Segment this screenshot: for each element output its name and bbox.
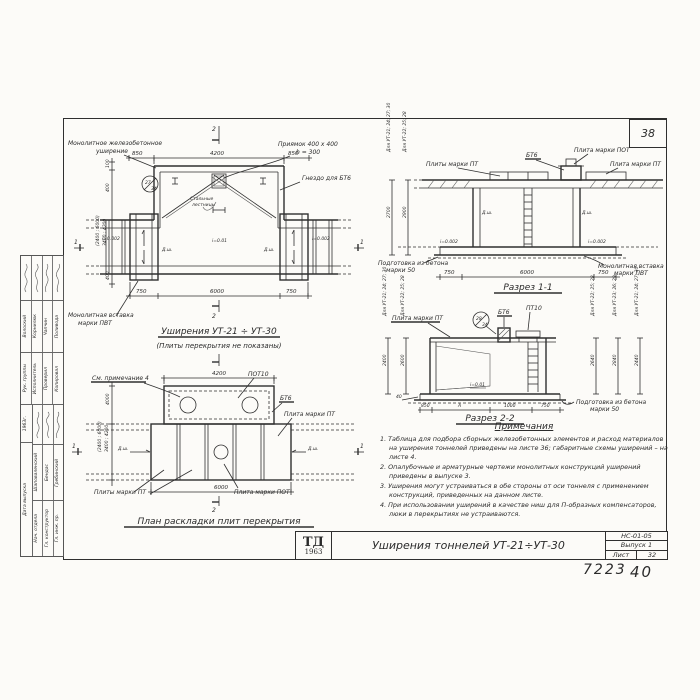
sheet-row <box>606 550 667 559</box>
plan-bottom-dimensions <box>126 282 312 299</box>
stamp-role: Исполнитель <box>33 362 39 395</box>
stamp-name: Гребинский <box>55 458 61 487</box>
dim-b3: 1000 <box>504 404 516 409</box>
stamp-role: Проверил <box>44 366 50 391</box>
section1-title-group <box>494 283 562 293</box>
label-pot-plate: Плита марки ПОТ <box>574 147 630 154</box>
plan-title: Уширения УТ-21 ÷ УТ-30 <box>161 327 277 337</box>
section-mark-label: 2 <box>212 313 216 320</box>
label-pt-plate: Плита марки ПТ <box>610 161 661 168</box>
dim-right-col2-label: Для УТ-23; 26; 29 <box>613 275 618 316</box>
label-pt-plates: Плиты марки ПТ <box>426 161 479 168</box>
label-slope-mid: i=0.01 <box>212 239 228 244</box>
stamp-role: Гл. конструктор <box>44 509 50 548</box>
title-block <box>295 531 668 560</box>
dim-col1-label: Для УТ-21; 24; 27; 30 <box>387 102 392 152</box>
section-mark-label: 1 <box>360 443 364 450</box>
stamp-roles-row <box>21 352 63 404</box>
section-mark-label: 1 <box>360 239 364 246</box>
dim-850-right: 850 <box>288 151 299 157</box>
section-mark-1-left <box>74 239 84 251</box>
dim-left-col2-value: 2600 <box>401 354 406 366</box>
dim-4000: 4000 <box>106 393 111 405</box>
dim-850-left: 850 <box>132 151 143 157</box>
layout-title-group <box>124 517 314 527</box>
label-dsh-right: Д.ш. <box>264 248 275 253</box>
section-mark-2-bottom <box>212 300 219 320</box>
dim-col2-label: Для УТ-22; 25; 28 <box>403 111 408 152</box>
dim-6000: 6000 <box>520 270 534 276</box>
section1-left-dim-columns <box>386 102 411 255</box>
stamp-name: Шаповаленский <box>34 453 40 492</box>
stamp-role: Гл. инж. пр. <box>55 514 61 543</box>
label-pt10: ПТ10 <box>526 305 542 312</box>
label-monolithic-insert: Монолитная вставка <box>68 312 134 319</box>
dim-left-col2-label: Для УТ-22; 25; 28 <box>401 275 406 316</box>
stamp-signatures-row-2 <box>33 404 63 444</box>
label-concrete-prep: Подготовка из бетона <box>576 399 647 406</box>
stamp-issue-date-label: Дата выпуска <box>23 483 29 516</box>
notes-title: Примечания <box>494 422 554 432</box>
signature-squiggle <box>42 405 52 444</box>
label-pt-plate: Плита марки ПТ <box>284 411 335 418</box>
section2-bottom-dimensions <box>418 403 564 413</box>
dim-col2-value: 2900 <box>403 206 408 218</box>
label-bt6: БТ6 <box>526 152 538 159</box>
widening-slab <box>164 386 274 424</box>
stamp-year-cell <box>21 404 33 442</box>
dim-left-col1-value: 2400 <box>383 354 388 366</box>
label-monolithic-insert-2: марки ПВТ <box>614 270 648 277</box>
dim-left-col1-label: Для УТ-21; 24; 27; 30 <box>383 266 388 316</box>
section-mark-label: 1 <box>72 443 76 450</box>
doc-code: НС-01-05 <box>621 532 652 541</box>
label-stairs-2: лестницы <box>192 203 216 208</box>
signature-squiggle <box>52 256 63 300</box>
label-see-note-4: См. примечание 4 <box>92 375 149 382</box>
label-dsh-left: Д.ш. <box>482 211 493 216</box>
dim-v3: 3400 ; 4200 <box>105 424 110 452</box>
left-stamp-strip <box>20 255 64 557</box>
section-mark-2-bottom <box>212 496 219 514</box>
dim-4200: 4200 <box>212 371 226 377</box>
plan-subtitle: (Плиты перекрытия не показаны) <box>156 342 282 350</box>
signature-squiggle <box>33 405 42 444</box>
signature-squiggle <box>21 256 31 300</box>
plan-drawing <box>66 118 372 354</box>
dim-v2: (2400 ; 6000) <box>98 421 103 452</box>
plan-title-group <box>156 327 281 350</box>
label-slope: i=0.01 <box>470 383 486 388</box>
stamp-role: Копировал <box>54 365 60 392</box>
plan-top-dimensions <box>126 151 312 164</box>
label-slope-right: i=0.002 <box>312 237 330 242</box>
node-reference-circle <box>473 312 496 334</box>
label-stairs: Стальные <box>190 197 214 202</box>
plan-left-dimensions <box>95 158 115 288</box>
label-monolithic-insert: Монолитная вставка <box>598 263 664 270</box>
label-bt6: БТ6 <box>280 395 292 402</box>
label-pot10: ПОТ10 <box>248 371 269 378</box>
stamp-role: Рук. группы <box>22 364 28 393</box>
label-pot-plate: Плита марки ПОТ <box>234 489 290 496</box>
label-concrete-prep: Подготовка из бетона <box>378 260 449 267</box>
node-number-bottom: 34 <box>151 187 157 192</box>
stamp-name: Корнилюк <box>33 314 39 339</box>
label-pt-plates: Плиты марки ПТ <box>94 489 147 496</box>
label-slope-left: i=0.002 <box>440 240 458 245</box>
label-dsh-left: Д.ш. <box>162 248 173 253</box>
label-concrete-prep-2: марки 50 <box>590 406 620 413</box>
label-bt6: БТ6 <box>498 309 510 316</box>
label-dsh-right: Д.ш. <box>308 447 319 452</box>
stamp-role: Нач. отдела <box>34 514 40 543</box>
signature-squiggle <box>31 256 42 300</box>
label-slope-right: i=0.002 <box>588 240 606 245</box>
dim-right-col3-label: Для УТ-21; 24; 27; 30 <box>635 266 640 316</box>
monolithic-insert-blocks <box>130 214 308 280</box>
tunnel-walls <box>86 220 352 274</box>
title-block-right <box>605 532 667 559</box>
section1-labels <box>378 147 664 277</box>
dim-6000: 6000 <box>210 289 224 295</box>
layout-left-dimensions <box>97 382 115 486</box>
stamp-names-row <box>21 300 63 352</box>
dim-right-col1-value: 2640 <box>591 354 596 366</box>
ibeam-symbol <box>172 178 266 213</box>
layout-title: План раскладки плит перекрытия <box>137 517 301 527</box>
section-mark-label: 1 <box>74 239 78 246</box>
section1-title: Разрез 1-1 <box>503 283 553 293</box>
notes-block <box>380 422 668 520</box>
logo-text: ТД <box>302 534 325 550</box>
label-dsh-right: Д.ш. <box>582 211 593 216</box>
stamp-issue-date-cell <box>21 442 33 556</box>
dim-4200: 4200 <box>210 151 224 157</box>
dim-v4: 3400 ; 4200 <box>103 218 108 246</box>
label-socket-bt6: Гнездо для БТ6 <box>302 175 351 182</box>
section-mark-label: 2 <box>212 507 216 514</box>
dim-750-left: 750 <box>444 270 455 276</box>
slab-band <box>86 424 354 480</box>
dim-b4: 750 <box>541 404 550 409</box>
label-pit-h: h = 300 <box>296 149 321 156</box>
dim-v2: 400 <box>106 183 111 192</box>
note-item: 3. Уширения могут устраиваться в обе стороны от оси тоннеля с применением конструкций, приведенных на данном листе. <box>380 481 649 499</box>
note-item: 4. При использовании уширений в качестве ниш для П-образных компенсаторов, люки в перекрытиях не устраиваются. <box>380 500 657 518</box>
label-monolithic-widening-2: уширение <box>96 148 128 155</box>
stamp-name: Волоский <box>22 315 28 338</box>
corner-sheet-number: 38 <box>641 127 655 140</box>
logo-year: 1963 <box>304 547 323 556</box>
label-concrete-prep-2: марки 50 <box>386 267 416 274</box>
section2-title: Разрез 2-2 <box>465 414 515 424</box>
dim-750-right: 750 <box>598 270 609 276</box>
section1-structure <box>398 159 663 258</box>
note-item: 2. Опалубочные и арматурные чертежи монолитных конструкций уширений приведены в выпуске 3. <box>380 462 641 480</box>
stamp-name: Чапчин <box>44 317 50 336</box>
label-slope-left: i=0.002 <box>102 237 120 242</box>
stamp-year: 1963г. <box>23 415 29 432</box>
td-logo <box>296 532 332 559</box>
dim-6000: 6000 <box>214 485 228 491</box>
label-pit: Приямок 400 x 400 <box>278 141 338 148</box>
dim-750-right: 750 <box>286 289 297 295</box>
section-mark-2-top <box>212 126 219 144</box>
dim-right-col2-value: 2840 <box>613 354 618 366</box>
layout-labels <box>91 371 336 496</box>
note-item: 1. Таблица для подбора сборных железобетонных элементов и расход материалов на уширения тоннелей приведены на листе 36; габаритные схемы уширений – на листе 4. <box>380 435 668 461</box>
dim-b2: А <box>458 404 462 409</box>
dim-v5: 400 <box>106 271 111 280</box>
widening-outline <box>154 166 284 228</box>
section-mark-label: 2 <box>212 126 216 133</box>
label-pt-plate: Плита марки ПТ <box>392 315 443 322</box>
label-monolithic-insert-2: марки ПВТ <box>78 320 112 327</box>
stamp-signatures-row <box>21 256 63 300</box>
issue-number: Выпуск 1 <box>606 540 667 549</box>
section-mark-1-left <box>72 443 82 455</box>
node-number-top: 27 <box>145 181 151 186</box>
stamp-name: Бендас <box>44 463 50 482</box>
dim-col1-value: 2700 <box>387 206 392 218</box>
stamp-roles-row-2 <box>33 500 63 556</box>
section-mark-1-right <box>354 443 364 455</box>
section-mark-2-top <box>212 354 219 366</box>
node-number-bottom: 34 <box>482 323 488 328</box>
label-monolithic-widening: Монолитное железобетонное <box>68 140 163 147</box>
sheet-label: Лист <box>612 550 630 559</box>
node-reference-circle <box>142 176 158 192</box>
handwritten-number-right: 40 <box>630 563 654 581</box>
drawing-title: Уширения тоннелей УТ-21÷УТ-30 <box>372 539 565 552</box>
section2-structure <box>408 328 572 403</box>
signature-squiggle <box>42 256 53 300</box>
stamp-name: Поливода <box>54 314 60 339</box>
sheet-number: 32 <box>636 551 667 559</box>
handwritten-number-left: 7223 <box>583 562 627 578</box>
stamp-names-row-2 <box>33 444 63 500</box>
dim-v1: 100 <box>106 159 111 168</box>
dim-b1: 850 <box>421 404 430 409</box>
signature-squiggle <box>53 405 63 444</box>
section-mark-1-right <box>354 239 364 251</box>
label-small-dim-40: 40 <box>396 395 402 400</box>
label-dsh-left: Д.ш. <box>118 447 129 452</box>
dim-right-col3-value: 2440 <box>635 354 640 366</box>
slab-layout-plan-drawing <box>66 352 372 530</box>
section-1-1-drawing <box>378 102 670 294</box>
node-number-top: 28 <box>476 317 482 322</box>
dim-750-left: 750 <box>136 289 147 295</box>
dim-v3: (2400 ; 6000) <box>96 215 101 246</box>
dim-right-col1-label: Для УТ-22; 25; 28 <box>591 275 596 316</box>
